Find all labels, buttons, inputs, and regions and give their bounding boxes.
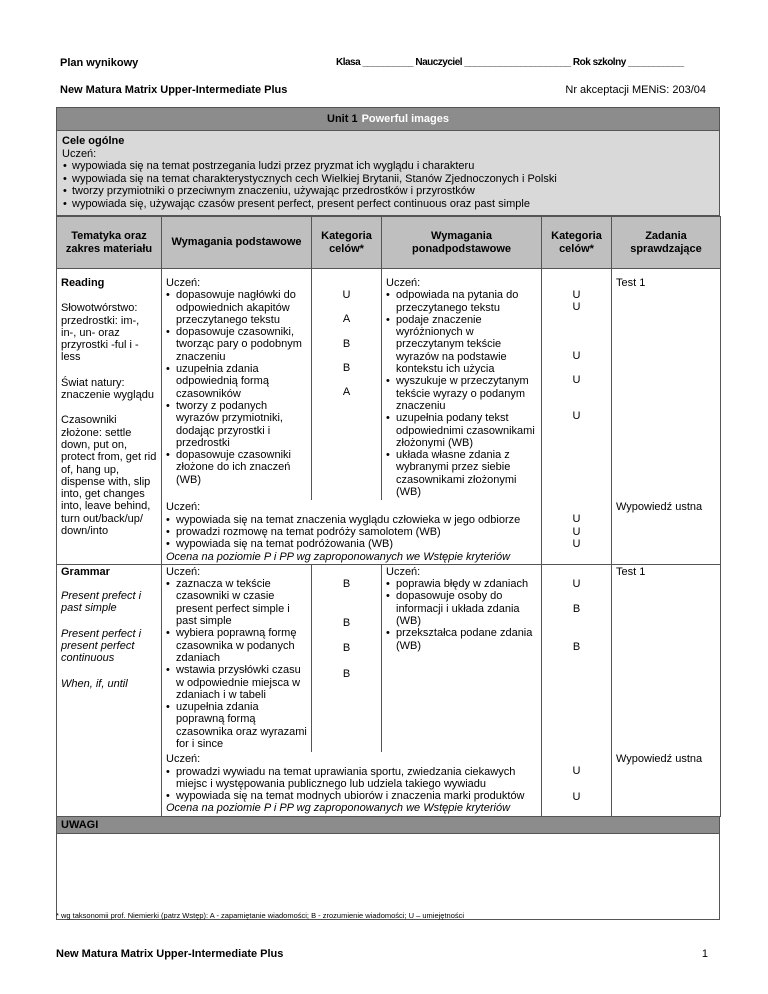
basic-requirements [162, 269, 312, 501]
category-value: B [342, 642, 351, 655]
category-value: U [572, 289, 581, 301]
requirement-item: • podaje znaczenie wyróżnionych w przeczytanym tekście wyrazów na podstawie kontekstu ich użycia [386, 314, 537, 375]
category-value: B [342, 667, 351, 680]
category-value: B [342, 337, 351, 350]
speaking-requirements [162, 752, 542, 816]
topic-title: Grammar [61, 565, 110, 578]
requirement-item: • wyszukuje w przeczytanym tekście wyrazy o podanym znaczeniu [386, 375, 537, 412]
goal-item: • wypowiada się na temat charakterystycznych cech Wielkiej Brytanii, Stanów Zjednoczonych i Polski [72, 173, 714, 186]
category-value: B [572, 603, 581, 616]
task-label: Test 1 [616, 277, 646, 289]
category-value: U [342, 289, 351, 301]
table-header-row [57, 217, 721, 269]
unit-name: Powerful images [361, 113, 449, 125]
requirement-item: • wstawia przysłówki czasu w odpowiednie miejsca w zdaniach i w tabeli [166, 664, 307, 701]
category-value: U [572, 301, 581, 314]
task-cell [612, 500, 721, 564]
topic-block: Czasowniki złożone: settle down, put on, protect from, get rid of, hang up, dispense with, slip into, get changes into, leave behind, turn out/back/up/ down/into [61, 414, 157, 538]
requirements-table [56, 216, 721, 817]
goals-intro: Uczeń: [62, 147, 97, 160]
topic-block: Świat natury: znaczenie wyglądu [61, 376, 154, 402]
table-row-reading [57, 269, 721, 501]
course-title: New Matura Matrix Upper-Intermediate Plus [60, 84, 288, 96]
col-header-tasks: Zadania sprawdzające [612, 217, 721, 269]
goal-item [72, 198, 714, 211]
category-value: U [572, 537, 581, 550]
page-number: 1 [701, 948, 708, 960]
plan-title: Plan wynikowy [60, 57, 139, 69]
notes-area [56, 834, 720, 920]
class-teacher-year-fields: Klasa __________ Nauczyciel _____________________ Rok szkolny ___________ [336, 57, 684, 68]
requirement-item: • uzupełnia zdania poprawną formą czasownika oraz wyrazami for i since [166, 701, 307, 750]
col-header-topic: Tematyka oraz zakres materiału [57, 217, 162, 269]
requirement-item: • dopasowuje nagłówki do odpowiednich akapitów przeczytanego tekstu [166, 289, 307, 326]
plan-sheet [56, 107, 720, 920]
basic-requirements [162, 564, 312, 752]
speaking-category [542, 500, 612, 564]
basic-intro: Uczeń: [166, 565, 201, 578]
requirement-item: • prowadzi wywiadu na temat uprawiania sportu, zwiedzania ciekawych miejsc i występowania publicznego lub udziela takiego wywiadu [166, 766, 537, 791]
requirement-item: • wypowiada się na temat podróżowania (WB) [166, 538, 537, 550]
goal-item: • wypowiada się na temat postrzegania ludzi przez pryzmat ich wyglądu i charakteru [72, 160, 714, 173]
requirement-item: • wypowiada się na temat modnych ubiorów i znaczenia marki produktów [166, 790, 537, 802]
requirement-item: • poprawia błędy w zdaniach [386, 578, 537, 590]
topic-block: When, if, until [61, 677, 128, 690]
requirement-item: • zaznacza w tekście czasowniki w czasie present perfect simple i past simple [166, 578, 307, 627]
table-row-grammar [57, 564, 721, 752]
category-value: U [572, 790, 581, 803]
requirement-item: • układa własne zdania z wybranymi przez siebie czasownikami złożonymi (WB) [386, 449, 537, 498]
category-value: A [342, 313, 351, 326]
category-value: U [572, 577, 581, 590]
speaking-category [542, 752, 612, 816]
basic-intro: Uczeń: [166, 277, 201, 289]
topic-block: Słowotwórstwo: przedrostki: im-, in-, un- oraz przyrostki -ful i -less [61, 302, 140, 364]
topic-title: Reading [61, 277, 105, 289]
task-label: Wypowiedź ustna [616, 501, 703, 514]
requirement-item: • przekształca podane zdania (WB) [386, 627, 537, 652]
category-value: A [342, 386, 351, 399]
category-value: U [572, 373, 581, 386]
topic-block: Present prefect i past simple [61, 590, 142, 615]
requirement-item: • dopasowuje osoby do informacji i układa zdania (WB) [386, 590, 537, 627]
advanced-requirements [382, 269, 542, 501]
general-goals [56, 131, 720, 216]
requirement-item: • odpowiada na pytania do przeczytanego tekstu [386, 289, 537, 314]
topic-block: Present perfect i present perfect continuous [61, 627, 142, 665]
acceptance-number: Nr akceptacji MENiS: 203/04 [565, 84, 706, 96]
requirement-item: • dopasowuje czasowniki złożone do ich znaczeń (WB) [166, 449, 307, 486]
topic-grammar [57, 564, 162, 816]
col-header-advanced: Wymagania ponadpodstawowe [382, 217, 542, 269]
assessment-note: Ocena na poziomie P i PP wg zaproponowanych we Wstępie kryteriów [166, 802, 511, 815]
basic-category [312, 564, 382, 752]
category-value: B [342, 577, 351, 590]
speaking-intro: Uczeń: [166, 501, 201, 514]
col-header-category: Kategoria celów* [542, 217, 612, 269]
advanced-intro: Uczeń: [386, 565, 421, 578]
unit-label: Unit 1 [327, 113, 358, 125]
category-value: B [342, 361, 351, 374]
advanced-category [542, 269, 612, 501]
goal-item-text: wypowiada się, używając czasów present perfect, present perfect continuous oraz past simple [72, 197, 530, 210]
goals-title: Cele ogólne [62, 135, 125, 147]
footer-title: New Matura Matrix Upper-Intermediate Plus [56, 948, 284, 960]
taxonomy-footnote: * wg taksonomii prof. Niemierki (patrz Wstęp): A - zapamiętanie wiadomości; B - zrozumienie wiadomości; U – umiejętności [56, 911, 465, 920]
requirement-item: • uzupełnia zdania odpowiednią formą czasowników [166, 363, 307, 400]
advanced-category [542, 564, 612, 752]
requirement-item: • wypowiada się na temat znaczenia wyglądu człowieka w jego odbiorze [166, 514, 537, 526]
speaking-intro: Uczeń: [166, 753, 201, 766]
requirement-item: • prowadzi rozmowę na temat podróży samolotem (WB) [166, 526, 537, 538]
task-cell [612, 752, 721, 816]
requirement-item: • uzupełnia podany tekst odpowiednimi czasownikami złożonymi (WB) [386, 412, 537, 449]
unit-bar [56, 107, 720, 131]
category-value: U [572, 513, 581, 526]
category-value: U [572, 410, 581, 423]
col-header-basic: Wymagania podstawowe [162, 217, 312, 269]
advanced-requirements [382, 564, 542, 752]
category-value: B [572, 641, 581, 654]
requirement-item: • tworzy z podanych wyrazów przymiotniki, dodając przyrostki i przedrostki [166, 400, 307, 449]
advanced-intro: Uczeń: [386, 277, 421, 289]
category-value: U [572, 525, 581, 538]
task-label: Test 1 [616, 565, 646, 578]
topic-reading [57, 269, 162, 565]
requirement-item: • wybiera poprawną formę czasownika w podanych zdaniach [166, 627, 307, 664]
col-header-category: Kategoria celów* [312, 217, 382, 269]
notes-header: UWAGI [56, 817, 720, 834]
speaking-requirements [162, 500, 542, 564]
goal-item: • tworzy przymiotniki o przeciwnym znaczeniu, używając przedrostków i przyrostków [72, 185, 714, 198]
category-value: U [572, 349, 581, 362]
task-label: Wypowiedź ustna [616, 753, 703, 766]
task-cell [612, 269, 721, 501]
category-value: U [572, 765, 581, 778]
assessment-note: Ocena na poziomie P i PP wg zaproponowanych we Wstępie kryteriów [166, 550, 511, 563]
task-cell [612, 564, 721, 752]
requirement-item: • dopasowuje czasowniki, tworząc pary o podobnym znaczeniu [166, 326, 307, 363]
category-value: B [342, 617, 351, 630]
basic-category [312, 269, 382, 501]
